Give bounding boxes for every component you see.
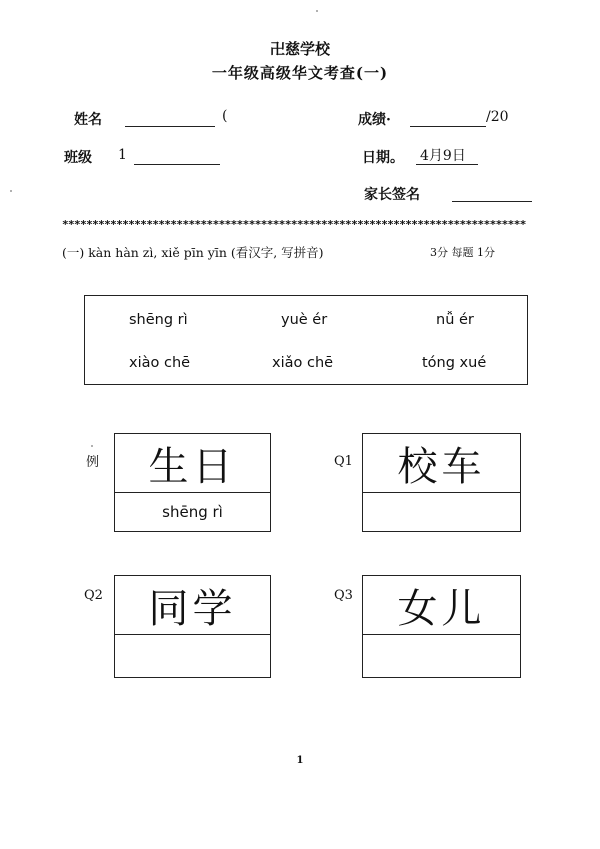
pinyin-option: tóng xué — [422, 355, 487, 371]
scan-speck — [10, 190, 12, 192]
q2-answer-field[interactable] — [115, 635, 270, 677]
score-total: /20 — [486, 109, 509, 125]
star-divider: ***************************************************************************** — [62, 218, 526, 231]
q3-characters: 女儿 — [363, 576, 520, 635]
pinyin-option: xiǎo chē — [272, 355, 334, 371]
q2-card — [114, 575, 271, 678]
page-number: 1 — [296, 755, 304, 766]
pinyin-option: xiào chē — [129, 355, 191, 371]
name-label: 姓名 — [74, 112, 102, 128]
name-paren: ( — [222, 108, 228, 124]
exam-title: 一年级高级华文考查(一) — [211, 64, 389, 82]
example-characters: 生日 — [115, 434, 270, 493]
q3-answer-field[interactable] — [363, 635, 520, 677]
q1-card — [362, 433, 521, 532]
class-value: 1 — [118, 147, 127, 163]
pinyin-option: shēng rì — [129, 312, 188, 328]
score-label: 成绩· — [358, 112, 391, 128]
name-field[interactable] — [125, 112, 215, 127]
date-value: 4月9日 — [420, 148, 466, 164]
parent-signature-field[interactable] — [452, 187, 532, 202]
q1-answer-field[interactable] — [363, 493, 520, 531]
class-label: 班级 — [64, 150, 92, 166]
class-field[interactable] — [134, 150, 220, 165]
example-card — [114, 433, 271, 532]
q2-characters: 同学 — [115, 576, 270, 635]
q3-card — [362, 575, 521, 678]
school-name: 卍慈学校 — [269, 40, 330, 58]
section-score-rule: 3分 每题 1分 — [430, 246, 495, 259]
pinyin-word-bank — [84, 295, 528, 385]
scan-speck — [316, 10, 318, 12]
section-instruction: (一) kàn hàn zì, xiě pīn yīn (看汉字, 写拼音) — [62, 245, 324, 260]
q1-label: Q1 — [334, 454, 353, 469]
q1-characters: 校车 — [363, 434, 520, 493]
example-answer: shēng rì — [162, 503, 223, 521]
scan-speck — [91, 445, 93, 447]
q3-label: Q3 — [334, 588, 353, 603]
parent-signature-label: 家长签名 — [364, 187, 420, 203]
score-field[interactable] — [410, 112, 486, 127]
q2-label: Q2 — [84, 588, 103, 603]
pinyin-option: nǚ ér — [436, 312, 474, 328]
example-label: 例 — [86, 455, 100, 470]
pinyin-option: yuè ér — [281, 312, 328, 328]
date-label: 日期。 — [362, 150, 404, 166]
